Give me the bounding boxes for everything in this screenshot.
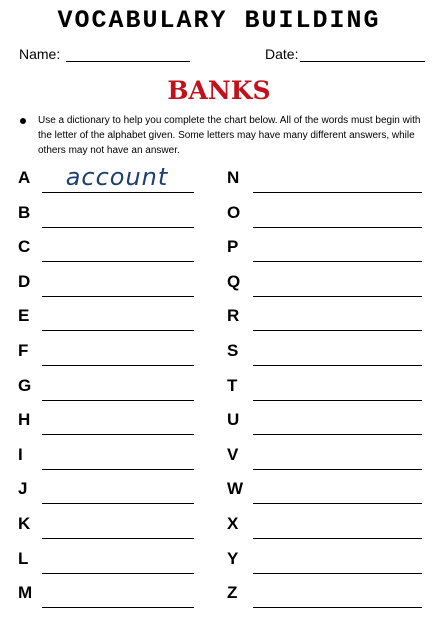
name-label: Name: <box>19 46 61 62</box>
letter-g: G <box>18 375 32 395</box>
letter-n: N <box>227 168 240 187</box>
letter-p: P <box>227 237 239 257</box>
answer-line-j[interactable] <box>42 503 194 504</box>
answer-line-c[interactable] <box>42 261 194 262</box>
letter-x: X <box>227 514 239 533</box>
letter-e: E <box>18 306 30 326</box>
instructions-text: Use a dictionary to help you complete the chart below. All of the words must begin with the letter of the alphabet given. Some letters may have many different answers, while others may not have an answer. <box>38 115 421 156</box>
date-field-line[interactable] <box>300 61 425 62</box>
answer-line-h[interactable] <box>42 434 194 435</box>
answer-line-p[interactable] <box>253 261 422 262</box>
letter-k: K <box>18 514 31 533</box>
letter-f: F <box>18 341 29 360</box>
worksheet-title: VOCABULARY BUILDING <box>57 6 381 35</box>
answer-line-z[interactable] <box>253 607 422 608</box>
answer-line-e[interactable] <box>42 330 194 331</box>
answer-line-r[interactable] <box>253 330 422 331</box>
letter-b: B <box>18 202 31 222</box>
letter-m: M <box>18 583 33 603</box>
letter-r: R <box>227 306 240 326</box>
answer-line-y[interactable] <box>253 573 422 574</box>
letter-v: V <box>227 444 239 464</box>
letter-q: Q <box>227 271 241 291</box>
letter-c: C <box>18 237 31 257</box>
answer-line-b[interactable] <box>42 227 194 228</box>
answer-line-w[interactable] <box>253 503 422 504</box>
name-field-line[interactable] <box>66 61 190 62</box>
letter-h: H <box>18 410 31 430</box>
date-label: Date: <box>265 46 299 62</box>
answer-line-g[interactable] <box>42 400 194 401</box>
answer-line-i[interactable] <box>42 469 194 470</box>
letter-j: J <box>18 479 28 499</box>
letter-y: Y <box>227 548 239 568</box>
letter-s: S <box>227 341 239 360</box>
bullet-icon <box>20 118 26 124</box>
answer-line-l[interactable] <box>42 573 194 574</box>
answer-line-k[interactable] <box>42 538 194 539</box>
answer-line-t[interactable] <box>253 400 422 401</box>
letter-o: O <box>227 202 241 222</box>
topic-heading: BANKS <box>167 76 271 105</box>
answer-line-u[interactable] <box>253 434 422 435</box>
letter-u: U <box>227 410 240 430</box>
letter-a: A <box>18 168 31 187</box>
answer-a[interactable]: account <box>65 163 169 191</box>
answer-line-a[interactable] <box>42 192 194 193</box>
letter-w: W <box>227 479 244 499</box>
answer-line-m[interactable] <box>42 607 194 608</box>
answer-line-f[interactable] <box>42 365 194 366</box>
letter-l: L <box>18 548 29 568</box>
answer-line-v[interactable] <box>253 469 422 470</box>
letter-z: Z <box>227 583 238 603</box>
letter-d: D <box>18 271 31 291</box>
answer-line-n[interactable] <box>253 192 422 193</box>
answer-line-q[interactable] <box>253 296 422 297</box>
letter-i: I <box>18 444 23 464</box>
answer-line-d[interactable] <box>42 296 194 297</box>
answer-line-x[interactable] <box>253 538 422 539</box>
answer-line-o[interactable] <box>253 227 422 228</box>
answer-line-s[interactable] <box>253 365 422 366</box>
letter-t: T <box>227 375 238 395</box>
